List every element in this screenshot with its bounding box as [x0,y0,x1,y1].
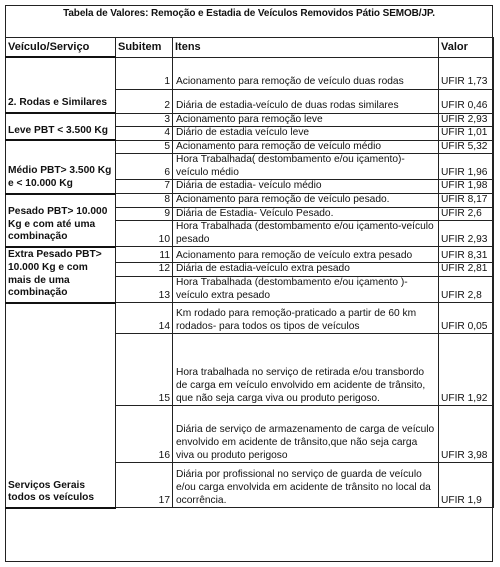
item-description: Acionamento para remoção de veículo pesado. [173,194,439,208]
item-description: Diária de estadia-veículo de duas rodas similares [173,89,439,113]
item-description: Acionamento para remoção leve [173,113,439,127]
item-value: UFIR 1,92 [439,334,494,406]
subitem-number: 16 [116,406,173,463]
subitem-number: 17 [116,463,173,508]
item-value: UFIR 5,32 [439,140,494,154]
subitem-number: 10 [116,221,173,247]
subitem-number: 7 [116,180,173,194]
category-label: Serviços Gerais todos os veículos [6,303,116,508]
item-description: Hora trabalhada no serviço de retirada e/ou transbordo de carga em veículo envolvido em acidente de trânsito, que não seja carga viva ou produto perigoso. [173,334,439,406]
item-description: Hora Trabalhada (destombamento e/ou içamento )-veículo extra pesado [173,277,439,303]
item-value: UFIR 1,73 [439,57,494,89]
header-vehicle: Veículo/Serviço [6,38,116,58]
item-value: UFIR 2,93 [439,113,494,127]
item-description: Acionamento para remoção de veículo extra pesado [173,247,439,263]
subitem-number: 15 [116,334,173,406]
header-items: Itens [173,38,439,58]
table-row [6,303,494,334]
subitem-number: 3 [116,113,173,127]
table-row [6,140,494,154]
item-description: Hora Trabalhada (destombamento e/ou içamento-veículo pesado [173,221,439,247]
subitem-number: 2 [116,89,173,113]
item-value: UFIR 3,98 [439,406,494,463]
item-description: Diária por profissional no serviço de guarda de veículo e/ou carga envolvida em acidente de trânsito no local da ocorrência. [173,463,439,508]
subitem-number: 1 [116,57,173,89]
category-label: Médio PBT> 3.500 Kg e < 10.000 Kg [6,140,116,193]
item-value: UFIR 2,81 [439,263,494,277]
subitem-number: 4 [116,127,173,141]
item-description: Hora Trabalhada( destombamento e/ou içamento)-veículo médio [173,154,439,180]
subitem-number: 12 [116,263,173,277]
item-value: UFIR 2,93 [439,221,494,247]
category-label: Extra Pesado PBT> 10.000 Kg e com mais de uma combinação [6,247,116,303]
item-description: Acionamento para remoção de veículo médio [173,140,439,154]
subitem-number: 6 [116,154,173,180]
item-value: UFIR 0,05 [439,303,494,334]
table-row [6,247,494,263]
category-label: Leve PBT < 3.500 Kg [6,113,116,140]
item-description: Diária de estadia-veículo extra pesado [173,263,439,277]
item-value: UFIR 1,98 [439,180,494,194]
item-value: UFIR 2,6 [439,207,494,221]
table-row [6,113,494,127]
item-description: Diária de serviço de armazenamento de carga de veículo envolvido em acidente de trânsito,que não seja carga viva ou produto perigoso [173,406,439,463]
subitem-number: 5 [116,140,173,154]
category-label: Pesado PBT> 10.000 Kg e com até uma combinação [6,194,116,247]
item-value: UFIR 1,96 [439,154,494,180]
item-description: Acionamento para remoção de veículo duas rodas [173,57,439,89]
table-title: Tabela de Valores: Remoção e Estadia de Veículos Removidos Pátio SEMOB/JP. [63,8,435,19]
item-value: UFIR 0,46 [439,89,494,113]
values-table [5,37,494,509]
item-value: UFIR 1,9 [439,463,494,508]
header-row [6,38,494,58]
item-description: Km rodado para remoção-praticado a partir de 60 km rodados- para todos os tipos de veículos [173,303,439,334]
subitem-number: 13 [116,277,173,303]
item-value: UFIR 8,17 [439,194,494,208]
subitem-number: 11 [116,247,173,263]
table-row [6,57,494,89]
item-description: Diária de Estadia- Veículo Pesado. [173,207,439,221]
item-description: Diária de estadia- veículo médio [173,180,439,194]
category-label: 2. Rodas e Similares [6,57,116,113]
table-row [6,194,494,208]
item-value: UFIR 8,31 [439,247,494,263]
subitem-number: 9 [116,207,173,221]
header-subitem: Subitem [116,38,173,58]
item-value: UFIR 1,01 [439,127,494,141]
subitem-number: 8 [116,194,173,208]
item-description: Diário de estadia veículo leve [173,127,439,141]
header-value: Valor [439,38,494,58]
item-value: UFIR 2,8 [439,277,494,303]
subitem-number: 14 [116,303,173,334]
